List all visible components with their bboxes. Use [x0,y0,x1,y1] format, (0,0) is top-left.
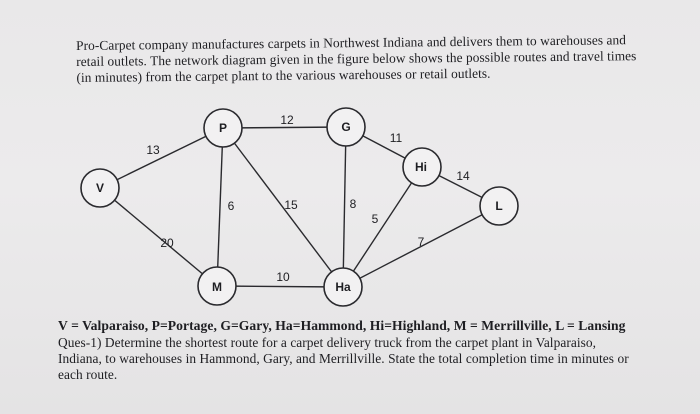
weight-Ha-L: 7 [417,235,425,249]
question-line-3: each route. [58,367,118,382]
weight-M-Ha: 10 [276,270,290,284]
weight-V-M: 20 [160,236,174,250]
intro-line-3: (in minutes) from the carpet plant to the various warehouses or retail outlets. [76,65,491,85]
weight-P-G: 12 [280,113,294,127]
question-text [58,335,692,383]
weight-P-M: 6 [227,199,235,213]
edge-Hi-Ha [343,167,422,287]
edge-V-P [100,128,223,188]
weight-P-Ha: 15 [284,198,298,212]
question-line-1: Ques-1) Determine the shortest route for a carpet delivery truck from the carpet plant in Valparaiso, [58,335,596,350]
intro-line-2: retail outlets. The network diagram given in the figure below shows the possible routes and travel times [76,48,637,69]
weight-Hi-L: 14 [456,169,470,183]
edge-P-M [217,128,223,286]
edge-V-M [100,188,217,286]
node-label-Ha: Ha [335,280,351,294]
node-label-Hi: Hi [415,160,427,174]
weight-G-Hi: 11 [389,131,403,145]
question-line-2: Indiana, to warehouses in Hammond, Gary, and Merrillville. State the total completion time in minutes or [58,351,629,366]
node-label-L: L [495,199,503,213]
node-label-P: P [218,121,228,135]
node-legend: V = Valparaiso, P=Portage, G=Gary, Ha=Hammond, Hi=Highland, M = Merrillville, L = Lansing [58,318,626,333]
edge-G-Ha [343,127,346,287]
node-label-G: G [341,120,351,134]
node-label-M: M [212,280,222,294]
weight-G-Ha: 8 [349,197,357,211]
node-label-V: V [95,181,105,195]
intro-line-1: Pro-Carpet company manufactures carpets in Northwest Indiana and delivers them to warehouses and [76,32,627,53]
edge-P-Ha [223,128,343,287]
weight-Hi-Ha: 5 [371,212,379,226]
weight-V-P: 13 [146,143,160,157]
